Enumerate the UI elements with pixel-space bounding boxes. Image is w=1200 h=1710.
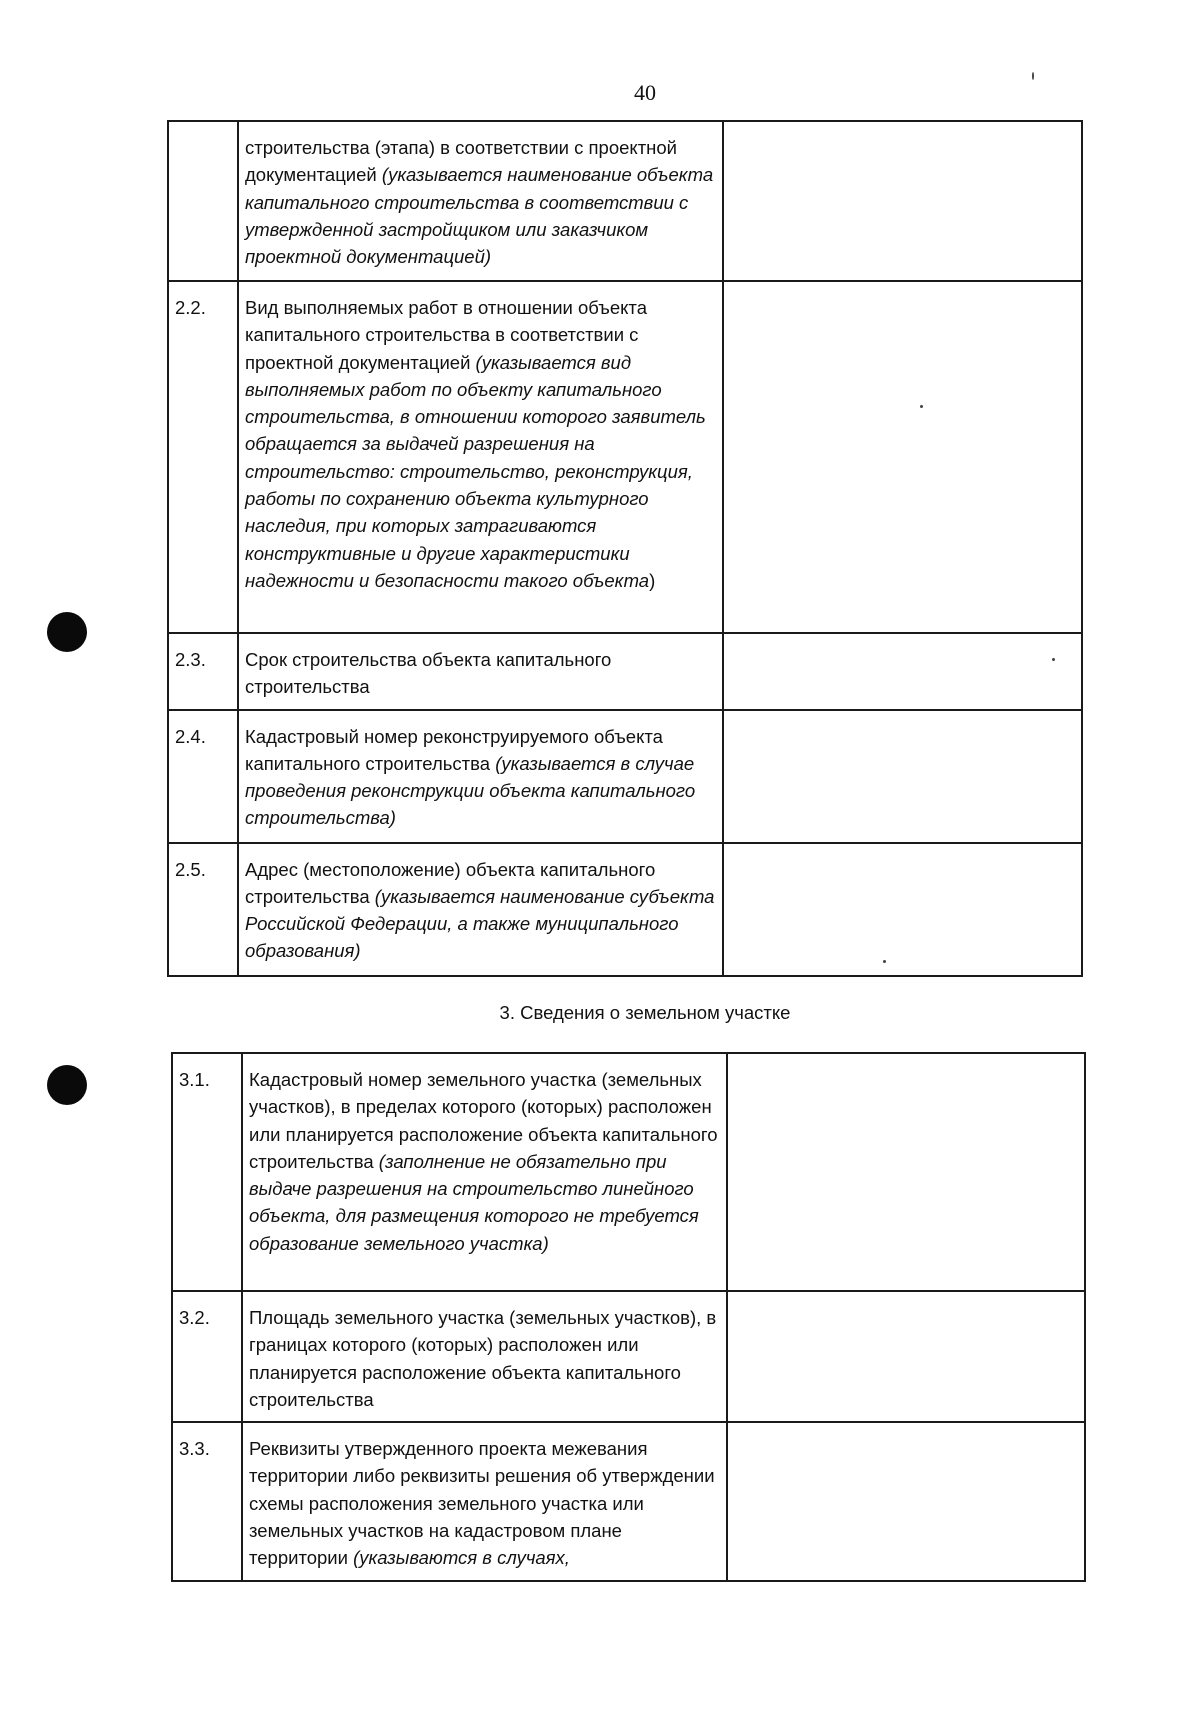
row-number: 2.3. [168,633,238,710]
row-number: 2.5. [168,843,238,976]
row-description-note: (указываются в случаях, [353,1547,570,1569]
row-number: 3.2. [172,1291,242,1422]
row-description [242,1422,727,1580]
row-value-field[interactable] [723,281,1082,633]
page-number: 40 [634,80,656,105]
row-description-text: Вид выполняемых работ в отношении объекта капитального строительства в соответствии с проектной документацией [245,297,647,373]
row-number: 3.3. [172,1422,242,1580]
section-2-table [167,120,1083,977]
row-description-text: строительства (этапа) в соответствии с проектной документацией [245,137,678,186]
row-description-text: Кадастровый номер земельного участка (земельных участков), в пределах которого (которых) расположен или планируется расположение объекта капитального строительства [249,1069,718,1172]
scan-speck [1032,72,1034,80]
table-row [172,1053,1085,1291]
row-value-field[interactable] [723,710,1082,843]
row-description-tail: ) [649,569,656,591]
row-number: 3.1. [172,1053,242,1291]
row-value-field[interactable] [727,1053,1085,1291]
row-description [238,843,723,976]
row-description-text: Адрес (местоположение) объекта капитального строительства [245,858,656,907]
table-row [168,633,1082,710]
row-value-field[interactable] [723,121,1082,281]
row-number: 2.4. [168,710,238,843]
row-description-text: Кадастровый номер реконструируемого объекта капитального строительства [245,725,663,774]
table-row [172,1422,1085,1580]
row-description [238,281,723,633]
section-3-table [171,1052,1086,1582]
row-value-field[interactable] [727,1422,1085,1580]
row-description [238,633,723,710]
scan-speck [920,405,923,408]
table-row [168,710,1082,843]
row-number: 2.2. [168,281,238,633]
row-description [238,121,723,281]
scan-speck [1052,658,1055,661]
table-row [168,121,1082,281]
row-description-text: Срок строительства объекта капитального строительства [245,649,612,698]
row-description-text: Реквизиты утвержденного проекта межевания территории либо реквизиты решения об утверждении схемы расположения земельного участка или земельных участков на кадастровом плане территории [249,1438,715,1569]
row-value-field[interactable] [727,1291,1085,1422]
table-row [168,843,1082,976]
table-row [168,281,1082,633]
scan-speck [883,960,886,963]
row-description [238,710,723,843]
row-description-text: Площадь земельного участка (земельных участков), в границах которого (которых) расположен или планируется расположение объекта капитального строительства [249,1307,717,1410]
row-description-note: (указывается наименование объекта капитального строительства в соответствии с утвержденной застройщиком или заказчиком проектной документацией) [245,164,714,268]
row-description-note: (указывается вид выполняемых работ по объекту капитального строительства, в отношении которого заявитель обращается за выдачей разрешения на строительство: строительство, реконструкция, работы по сохранению объекта культурного наследия, при которых затрагиваются конструктивные и другие характеристики надежности и безопасности такого объекта [245,351,706,591]
row-value-field[interactable] [723,843,1082,976]
row-description [242,1291,727,1422]
row-description-note: (заполнение не обязательно при выдаче разрешения на строительство линейного объекта, для размещения которого не требуется образование земельного участка) [249,1150,699,1254]
row-number [168,121,238,281]
hole-punch-mark [47,612,87,652]
table-row [172,1291,1085,1422]
row-description-note: (указывается в случае проведения реконструкции объекта капитального строительства) [245,752,696,829]
hole-punch-mark [47,1065,87,1105]
row-value-field[interactable] [723,633,1082,710]
row-description-note: (указывается наименование субъекта Российской Федерации, а также муниципального образования) [245,885,715,962]
section-3-title: 3. Сведения о земельном участке [499,1002,791,1023]
row-description [242,1053,727,1291]
